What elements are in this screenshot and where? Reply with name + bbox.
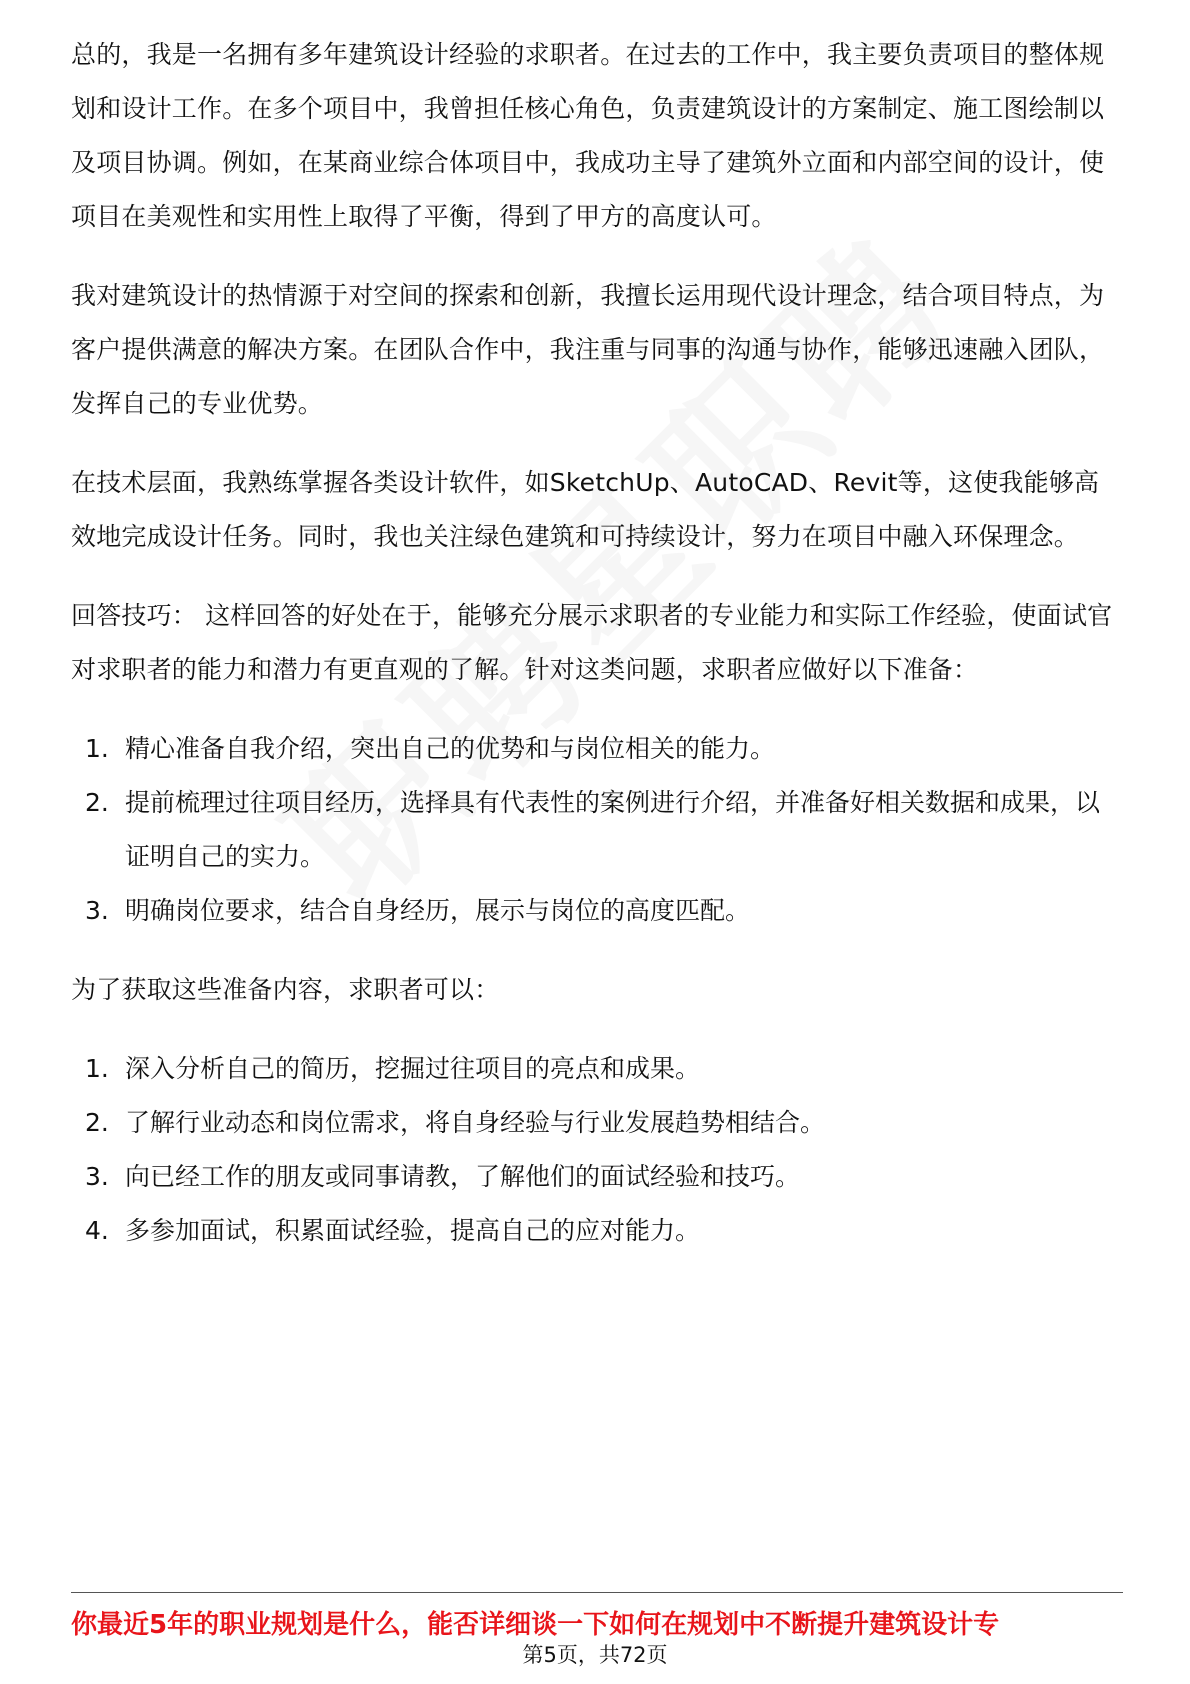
- page-number: 第5页，共72页: [522, 1643, 668, 1667]
- preparation-list: [71, 722, 1123, 938]
- list-item: [71, 1096, 1123, 1150]
- list-item: [71, 776, 1123, 884]
- acquire-list: [71, 1042, 1123, 1258]
- answer-paragraph-3: 在技术层面，我熟练掌握各类设计软件，如SketchUp、AutoCAD、Revit等，这使我能够高效地完成设计任务。同时，我也关注绿色建筑和可持续设计，努力在项目中融入环保理念。: [71, 468, 1100, 551]
- list-item: [71, 722, 1123, 776]
- list-item-text: 多参加面试，积累面试经验，提高自己的应对能力。: [125, 1216, 701, 1245]
- list-item-number: 4.: [85, 1216, 109, 1245]
- list-item: [71, 884, 1123, 938]
- list-item: [71, 1042, 1123, 1096]
- answer-paragraph-1: 总的，我是一名拥有多年建筑设计经验的求职者。在过去的工作中，我主要负责项目的整体规划和设计工作。在多个项目中，我曾担任核心角色，负责建筑设计的方案制定、施工图绘制以及项目协调。例如，在某商业综合体项目中，我成功主导了建筑外立面和内部空间的设计，使项目在美观性和实用性上取得了平衡，得到了甲方的高度认可。: [71, 40, 1105, 231]
- list-item-number: 2.: [85, 788, 109, 817]
- list-item-text: 明确岗位要求，结合自身经历，展示与岗位的高度匹配。: [125, 896, 751, 925]
- list-item-number: 3.: [85, 896, 109, 925]
- list-item-number: 3.: [85, 1162, 109, 1191]
- list-item-text: 深入分析自己的简历，挖掘过往项目的亮点和成果。: [125, 1054, 701, 1083]
- tips-paragraph: 回答技巧： 这样回答的好处在于，能够充分展示求职者的专业能力和实际工作经验，使面试官对求职者的能力和潜力有更直观的了解。针对这类问题，求职者应做好以下准备：: [71, 601, 1113, 684]
- page-content: [71, 28, 1123, 1283]
- list-item-number: 1.: [85, 734, 109, 763]
- acquire-intro: 为了获取这些准备内容，求职者可以：: [71, 975, 500, 1004]
- list-item: [71, 1204, 1123, 1258]
- list-item-number: 1.: [85, 1054, 109, 1083]
- list-item-number: 2.: [85, 1108, 109, 1137]
- next-question-heading: 你最近5年的职业规划是什么，能否详细谈一下如何在规划中不断提升建筑设计专: [71, 1610, 1000, 1640]
- answer-paragraph-2: 我对建筑设计的热情源于对空间的探索和创新，我擅长运用现代设计理念，结合项目特点，为客户提供满意的解决方案。在团队合作中，我注重与同事的沟通与协作，能够迅速融入团队，发挥自己的专业优势。: [71, 281, 1105, 418]
- list-item-text: 向已经工作的朋友或同事请教，了解他们的面试经验和技巧。: [125, 1162, 801, 1191]
- list-item-text: 了解行业动态和岗位需求，将自身经验与行业发展趋势相结合。: [125, 1108, 826, 1137]
- list-item-text: 精心准备自我介绍，突出自己的优势和与岗位相关的能力。: [125, 734, 776, 763]
- list-item: [71, 1150, 1123, 1204]
- list-item-text: 提前梳理过往项目经历，选择具有代表性的案例进行介绍，并准备好相关数据和成果，以证明自己的实力。: [125, 788, 1101, 871]
- footer-divider: [71, 1592, 1123, 1593]
